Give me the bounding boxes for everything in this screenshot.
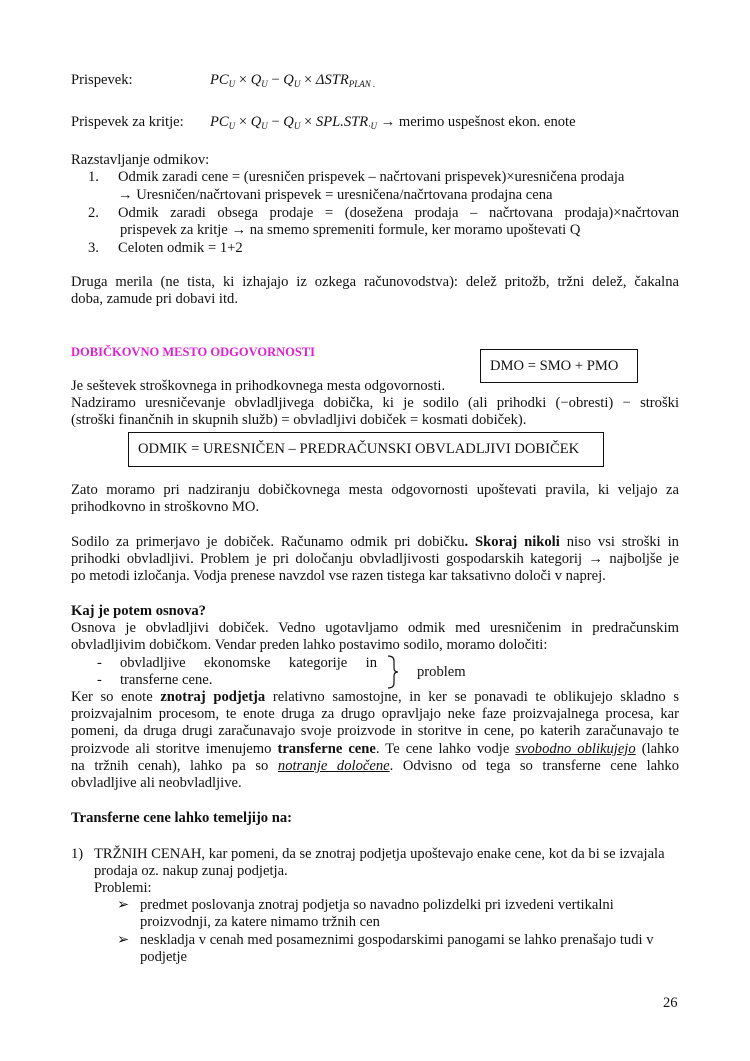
formula-term: Q: [250, 114, 262, 130]
list-item-continuation: [120, 222, 580, 239]
formula-operator: ×: [304, 72, 313, 88]
formula-term: PC: [210, 72, 229, 88]
arrowhead-bullet-icon: ➢: [117, 897, 130, 913]
formula-term: ΔSTR: [315, 72, 349, 88]
osnova-paragraph-line: obvladljivim dobičkom. Vendar preden lahko postavimo sodilo, moramo določiti:: [71, 637, 548, 653]
osnova-paragraph-line: Osnova je obvladljivi dobiček. Vedno ugotavljamo odmik med uresničenim in predračunskim: [71, 620, 679, 636]
formula-subscript: ·U: [368, 121, 377, 131]
arrow-right-icon: →: [231, 222, 247, 238]
prispevek-label: Prispevek:: [71, 72, 133, 88]
text: . Odvisno od tega so transferne cene lahko: [389, 758, 680, 774]
list-item-text: Odmik zaradi obsega prodaje = (dosežena prodaja – načrtovana prodaja)×načrtovan: [118, 205, 679, 221]
dmo-paragraph-line: Nadziramo uresničevanje obvladljivega dobička, ki je sodilo (ali prihodki (−obresti) − stroški: [71, 395, 679, 411]
formula-operator: −: [271, 72, 280, 88]
dash-bullet: -: [97, 672, 102, 688]
formula-operator: −: [271, 114, 280, 130]
ker-so-paragraph-line: proizvajalnim procesom, te enote druga za drugo opravljajo neke faze proizvajalnega procesa, kar: [71, 706, 679, 722]
formula-term: SPL.STR: [315, 114, 369, 130]
continuation-text: na smemo spremeniti formule, ker moramo upoštevati Q: [249, 222, 581, 238]
sodilo-paragraph-line: [71, 534, 679, 551]
osnova-list-item: obvladljive ekonomske kategorije in: [120, 655, 377, 671]
underlined-italic-text: svobodno oblikujejo: [515, 741, 636, 757]
text: (lahko: [641, 741, 679, 757]
arrowhead-bullet-icon: ➢: [117, 932, 130, 948]
ker-so-paragraph-line: [71, 689, 679, 706]
arrow-right-icon: →: [118, 187, 133, 203]
formula-operator: ×: [238, 72, 248, 88]
dmo-formula: DMO = SMO + PMO: [490, 357, 619, 374]
formula-subscript: U: [228, 79, 236, 89]
zato-paragraph-line: Zato moramo pri nadziranju dobičkovnega mesta odgovornosti upoštevati pravila, ki veljajo za: [71, 482, 679, 498]
problem-bullet-line: proizvodnji, za katere nimamo tržnih cen: [140, 914, 380, 930]
text: proizvode ali storitve imenujemo: [71, 741, 272, 757]
ker-so-paragraph-line: pomeni, da druga drugi zaračunavajo svoje proizvode in storitve in cene, po katerih zaračunavajo te: [71, 723, 679, 739]
formula-term: Q: [283, 114, 294, 130]
underlined-italic-text: notranje določene: [277, 758, 390, 774]
transferne-item-line: prodaja oz. nakup zunaj podjetja.: [94, 863, 288, 879]
page-number: 26: [663, 995, 678, 1011]
text: Sodilo za primerjavo je dobiček. Računamo odmik pri dobičku: [71, 534, 465, 550]
prispevek-kritje-label: Prispevek za kritje:: [71, 114, 184, 130]
sodilo-paragraph-line: [71, 551, 679, 568]
bold-text: znotraj podjetja: [160, 689, 266, 705]
list-item-text: Odmik zaradi cene = (uresničen prispevek – načrtovani prispevek)×uresničena prodaja: [118, 169, 625, 185]
text: prihodki obvladljivi. Problem je pri določanju obvladljivosti gospodarskih kategorij: [71, 551, 583, 567]
osnova-heading: Kaj je potem osnova?: [71, 603, 206, 619]
ker-so-paragraph-line: [71, 758, 679, 775]
dmo-paragraph-line: Je seštevek stroškovnega in prihodkovnega mesta odgovornosti.: [71, 378, 446, 394]
dmo-formula-box: [480, 349, 638, 383]
list-item-subline: [118, 187, 553, 204]
text: niso vsi stroški in: [566, 534, 679, 550]
right-brace-icon: [386, 655, 400, 689]
odmik-formula: ODMIK = URESNIČEN – PREDRAČUNSKI OBVLADLJIVI DOBIČEK: [138, 441, 580, 457]
ker-so-paragraph-line: [71, 741, 679, 758]
formula-subscript: U: [261, 121, 268, 131]
list-item-text: Celoten odmik = 1+2: [118, 240, 243, 256]
formula-operator: ×: [238, 114, 248, 130]
subline-text: Uresničen/načrtovani prispevek = uresničena/načrtovana prodajna cena: [136, 187, 553, 203]
formula-subscript: U: [293, 79, 301, 89]
druga-merila-line: Druga merila (ne tista, ki izhajajo iz ozkega računovodstva): delež pritožb, tržni delež, čakalna: [71, 274, 679, 290]
formula-subscript: PLAN .: [348, 79, 376, 89]
bold-text: . Skoraj nikoli: [464, 534, 560, 550]
arrow-right-icon: →: [380, 114, 396, 130]
text: Ker so enote: [71, 689, 153, 705]
problem-bullet-line: neskladja v cenah med posameznimi gospodarskimi panogami se lahko prenašajo tudi v: [140, 932, 654, 948]
continuation-text: prispevek za kritje: [120, 222, 228, 238]
dmo-paragraph-line: (stroški finančnih in skupnih služb) = obvladljivi dobiček = kosmati dobiček).: [71, 412, 527, 428]
text: relativno samostojne, in ker se ponavadi te oblikujejo skladno s: [272, 689, 679, 705]
list-item-number: 3.: [88, 240, 99, 256]
formula-term: PC: [210, 114, 229, 130]
formula-term: Q: [250, 72, 262, 88]
formula-operator: ×: [304, 114, 313, 130]
odmik-formula-box: [128, 432, 604, 467]
list-item-number: 2.: [88, 205, 99, 221]
druga-merila-line: doba, zamude pri dobavi itd.: [71, 291, 238, 307]
text: najboljše je: [609, 551, 679, 567]
osnova-list-item: transferne cene.: [120, 672, 213, 688]
formula-subscript: U: [293, 121, 301, 131]
text: na tržnih cenah), lahko pa so: [71, 758, 269, 774]
problemi-label: Problemi:: [94, 880, 152, 896]
text: . Te cene lahko vodje: [375, 741, 510, 757]
brace-label: problem: [417, 664, 466, 680]
bold-text: transferne cene: [277, 741, 376, 757]
zato-paragraph-line: prihodkovno in stroškovno MO.: [71, 499, 260, 515]
sodilo-paragraph-line: po metodi izločanja. Vodja prenese navzdol vse razen tistega kar taksativno določi v naprej.: [71, 568, 606, 584]
section-heading: DOBIČKOVNO MESTO ODGOVORNOSTI: [71, 345, 316, 359]
ker-so-paragraph-line: obvladljive ali neobvladljive.: [71, 775, 242, 791]
dash-bullet: -: [97, 655, 102, 671]
formula-subscript: U: [261, 79, 268, 89]
prispevek-kritje-formula: [210, 114, 576, 135]
list-item-number: 1): [71, 846, 84, 862]
formula-term: Q: [283, 72, 294, 88]
transferne-item-line: TRŽNIH CENAH, kar pomeni, da se znotraj podjetja upoštevajo enake cene, kot da bi se izvajala: [94, 846, 665, 862]
arrow-right-icon: →: [588, 551, 604, 567]
formula-subscript: U: [228, 121, 236, 131]
formula-note: merimo uspešnost ekon. enote: [398, 114, 576, 130]
problem-bullet-line: podjetje: [140, 949, 188, 965]
razstavljanje-title: Razstavljanje odmikov:: [71, 152, 210, 168]
list-item-number: 1.: [88, 169, 99, 185]
transferne-heading: Transferne cene lahko temeljijo na:: [71, 810, 293, 826]
prispevek-formula: [210, 72, 375, 93]
problem-bullet-line: predmet poslovanja znotraj podjetja so navadno polizdelki pri izvedeni vertikalni: [140, 897, 614, 913]
